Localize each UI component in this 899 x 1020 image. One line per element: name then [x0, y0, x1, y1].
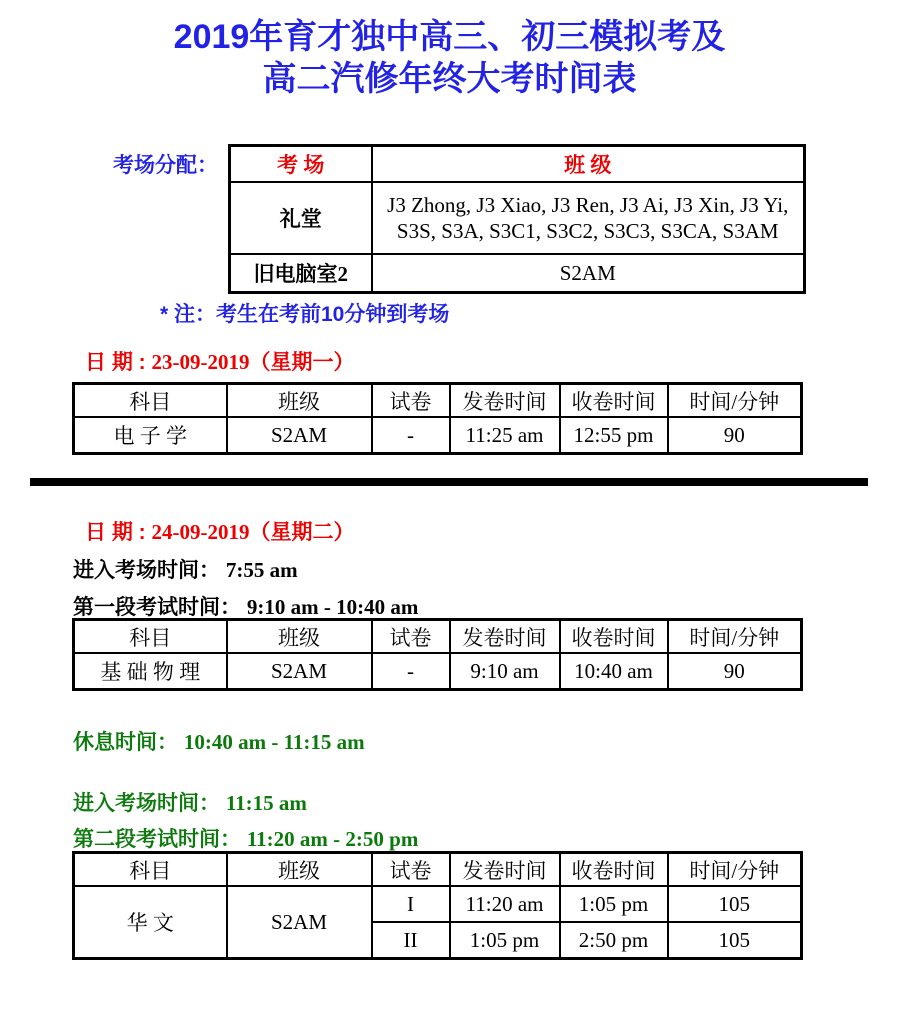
class-cell: S2AM [227, 417, 372, 454]
paper-cell: - [372, 417, 450, 454]
subject-cell: 基 础 物 理 [74, 653, 227, 690]
paper-header-cell: 试卷 [372, 384, 450, 418]
day2-date [85, 516, 355, 546]
day2-session2-time [73, 823, 418, 853]
paper-cell: I [372, 886, 450, 922]
break-time-value: 10:40 am - 11:15 am [183, 730, 365, 754]
classes-cell: S2AM [372, 254, 805, 293]
minutes-header-cell: 时间/分钟 [668, 384, 802, 418]
day2-date-label: 日 期 : [85, 521, 146, 544]
session2-label: 第二段考试时间： [73, 828, 241, 851]
start-time-cell: 11:20 am [450, 886, 560, 922]
start-header-cell: 发卷时间 [450, 620, 560, 654]
venue-cell: 旧电脑室2 [230, 254, 372, 293]
class-cell: S2AM [227, 886, 372, 959]
venue-header-cell: 考 场 [230, 146, 372, 183]
end-header-cell: 收卷时间 [560, 620, 668, 654]
subject-header-cell: 科目 [74, 620, 227, 654]
start-time-cell: 1:05 pm [450, 922, 560, 959]
exam-note: * 注：考生在考前10分钟到考场 [160, 303, 450, 326]
day1-date-week: （星期一） [249, 351, 355, 374]
paper-cell: II [372, 922, 450, 959]
day1-exam-table [72, 382, 803, 455]
day1-date [85, 346, 355, 376]
table-row [230, 254, 805, 293]
subject-cell: 电 子 学 [74, 417, 227, 454]
venue-allocation-label: 考场分配： [113, 154, 218, 177]
end-time-cell: 10:40 am [560, 653, 668, 690]
paper-header-cell: 试卷 [372, 853, 450, 887]
end-time-cell: 1:05 pm [560, 886, 668, 922]
day2-session2-exam-table [72, 851, 803, 960]
day2-date-value: 24-09-2019 [151, 520, 250, 544]
day2-session1-exam-table [72, 618, 803, 691]
start-header-cell: 发卷时间 [450, 384, 560, 418]
break-time [73, 726, 365, 756]
paper-cell: - [372, 653, 450, 690]
classes-header-cell: 班 级 [372, 146, 805, 183]
session2-value: 11:20 am - 2:50 pm [246, 827, 419, 851]
end-header-cell: 收卷时间 [560, 384, 668, 418]
paper-header-cell: 试卷 [372, 620, 450, 654]
subject-cell: 华 文 [74, 886, 227, 959]
entry-time-label: 进入考场时间： [73, 559, 220, 582]
day2-date-week: （星期二） [249, 521, 355, 544]
venue-allocation-table [228, 144, 806, 294]
minutes-cell: 105 [668, 922, 802, 959]
day1-date-value: 23-09-2019 [151, 350, 250, 374]
day2-entry-time-2 [73, 787, 307, 817]
minutes-cell: 90 [668, 653, 802, 690]
classes-cell: J3 Zhong, J3 Xiao, J3 Ren, J3 Ai, J3 Xin, J3 Yi, S3S, S3A, S3C1, S3C2, S3C3, S3CA, S3AM [372, 182, 805, 254]
exam-table-header-row [74, 853, 802, 887]
minutes-header-cell: 时间/分钟 [668, 853, 802, 887]
day2-entry-time-1 [73, 554, 298, 584]
exam-table-header-row [74, 384, 802, 418]
session1-label: 第一段考试时间： [73, 596, 241, 619]
page-title-line2: 高二汽修年终大考时间表 [262, 60, 637, 98]
minutes-cell: 90 [668, 417, 802, 454]
section-divider [30, 478, 868, 486]
start-header-cell: 发卷时间 [450, 853, 560, 887]
table-row [74, 653, 802, 690]
class-header-cell: 班级 [227, 620, 372, 654]
session1-value: 9:10 am - 10:40 am [246, 595, 419, 619]
end-time-cell: 2:50 pm [560, 922, 668, 959]
subject-header-cell: 科目 [74, 384, 227, 418]
entry-time-value: 11:15 am [225, 791, 307, 815]
break-time-label: 休息时间： [73, 731, 178, 754]
exam-table-header-row [74, 620, 802, 654]
table-row [74, 886, 802, 922]
table-row [74, 417, 802, 454]
start-time-cell: 9:10 am [450, 653, 560, 690]
class-header-cell: 班级 [227, 384, 372, 418]
class-cell: S2AM [227, 653, 372, 690]
venue-table-header-row [230, 146, 805, 183]
page-title-line1: 2019年育才独中高三、初三模拟考及 [173, 18, 726, 56]
page-title [0, 16, 899, 100]
minutes-header-cell: 时间/分钟 [668, 620, 802, 654]
day1-date-label: 日 期 : [85, 351, 146, 374]
minutes-cell: 105 [668, 886, 802, 922]
table-row [230, 182, 805, 254]
entry-time-label: 进入考场时间： [73, 792, 220, 815]
entry-time-value: 7:55 am [225, 558, 298, 582]
end-header-cell: 收卷时间 [560, 853, 668, 887]
start-time-cell: 11:25 am [450, 417, 560, 454]
day2-session1-time [73, 591, 418, 621]
venue-cell: 礼堂 [230, 182, 372, 254]
class-header-cell: 班级 [227, 853, 372, 887]
end-time-cell: 12:55 pm [560, 417, 668, 454]
subject-header-cell: 科目 [74, 853, 227, 887]
